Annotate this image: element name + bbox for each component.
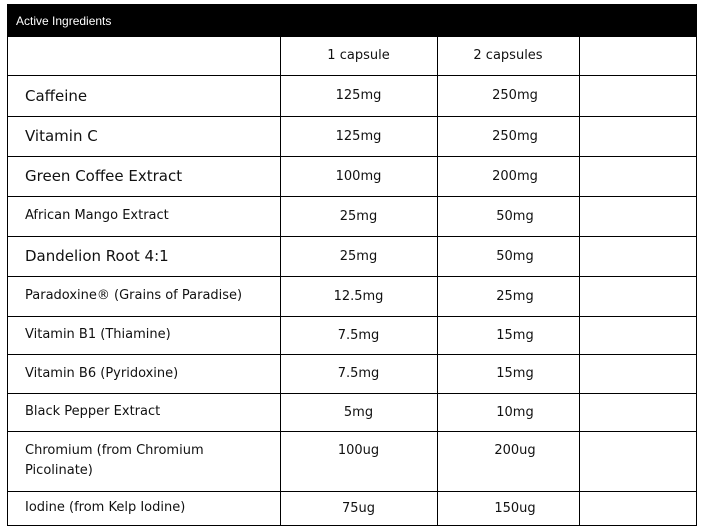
ingredient-name: Iodine (from Kelp Iodine) (8, 491, 280, 525)
empty-cell (579, 75, 696, 116)
header-blank (8, 37, 280, 75)
empty-cell (579, 316, 696, 354)
dose-one-capsule: 7.5mg (280, 316, 437, 354)
ingredient-name: Dandelion Root 4:1 (8, 236, 280, 276)
dose-one-capsule: 7.5mg (280, 354, 437, 393)
ingredient-name-line2: Picolinate) (25, 463, 93, 478)
dose-two-capsules: 25mg (437, 276, 579, 316)
ingredients-table (8, 37, 696, 525)
ingredients-panel (7, 4, 697, 526)
header-row (8, 37, 696, 75)
dose-one-capsule: 75ug (280, 491, 437, 525)
table-row (8, 431, 696, 491)
dose-one-capsule: 25mg (280, 196, 437, 236)
dose-one-capsule: 5mg (280, 393, 437, 431)
table-row (8, 116, 696, 156)
dose-one-capsule: 100ug (280, 431, 437, 491)
dose-one-capsule: 125mg (280, 75, 437, 116)
table-row (8, 75, 696, 116)
ingredient-name: Vitamin C (8, 116, 280, 156)
ingredient-name: Caffeine (8, 75, 280, 116)
empty-cell (579, 236, 696, 276)
table-row (8, 354, 696, 393)
dose-one-capsule: 12.5mg (280, 276, 437, 316)
ingredient-name: Vitamin B1 (Thiamine) (8, 316, 280, 354)
empty-cell (579, 354, 696, 393)
header-one-capsule: 1 capsule (280, 37, 437, 75)
table-row (8, 491, 696, 525)
dose-two-capsules: 150ug (437, 491, 579, 525)
ingredient-name: Black Pepper Extract (8, 393, 280, 431)
header-two-capsules: 2 capsules (437, 37, 579, 75)
dose-two-capsules: 200ug (437, 431, 579, 491)
table-row (8, 196, 696, 236)
table-row (8, 156, 696, 196)
dose-two-capsules: 250mg (437, 116, 579, 156)
ingredient-name: Paradoxine® (Grains of Paradise) (8, 276, 280, 316)
table-row (8, 393, 696, 431)
empty-cell (579, 491, 696, 525)
table-row (8, 316, 696, 354)
ingredient-name: Vitamin B6 (Pyridoxine) (8, 354, 280, 393)
empty-cell (579, 156, 696, 196)
empty-cell (579, 393, 696, 431)
dose-two-capsules: 50mg (437, 236, 579, 276)
dose-two-capsules: 15mg (437, 354, 579, 393)
ingredient-name (8, 431, 280, 491)
empty-cell (579, 196, 696, 236)
dose-two-capsules: 10mg (437, 393, 579, 431)
ingredient-name: African Mango Extract (8, 196, 280, 236)
table-row (8, 276, 696, 316)
dose-two-capsules: 250mg (437, 75, 579, 116)
ingredient-name-line1: Chromium (from Chromium (25, 443, 204, 458)
dose-two-capsules: 50mg (437, 196, 579, 236)
dose-one-capsule: 125mg (280, 116, 437, 156)
header-empty (579, 37, 696, 75)
dose-one-capsule: 25mg (280, 236, 437, 276)
table-row (8, 236, 696, 276)
empty-cell (579, 116, 696, 156)
dose-one-capsule: 100mg (280, 156, 437, 196)
empty-cell (579, 431, 696, 491)
dose-two-capsules: 200mg (437, 156, 579, 196)
empty-cell (579, 276, 696, 316)
panel-title: Active Ingredients (8, 5, 696, 37)
ingredient-name: Green Coffee Extract (8, 156, 280, 196)
dose-two-capsules: 15mg (437, 316, 579, 354)
